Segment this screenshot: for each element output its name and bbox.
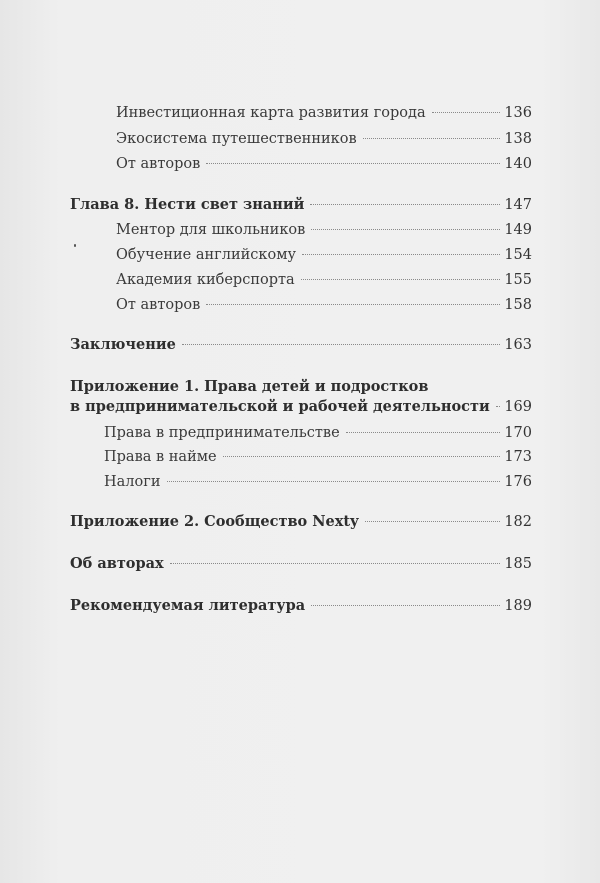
toc-entry-page: 149	[504, 222, 532, 238]
toc-entry-page: 176	[504, 474, 532, 490]
toc-chapter[interactable]	[70, 555, 532, 573]
toc-chapter-page: 163	[504, 337, 532, 353]
leader-dots	[432, 112, 501, 113]
toc-entry[interactable]	[104, 424, 532, 442]
toc-entry-page: 136	[504, 105, 532, 121]
toc-chapter-page: 169	[504, 399, 532, 415]
toc-chapter-multiline[interactable]	[70, 378, 532, 416]
toc-entry-title: Ментор для школьников	[116, 222, 306, 238]
leader-dots	[346, 432, 501, 433]
toc-entry-title: От авторов	[116, 156, 201, 172]
toc-entry[interactable]	[116, 296, 532, 314]
leader-dots	[301, 279, 501, 280]
toc-entry-title: Экосистема путешественников	[116, 131, 357, 147]
leader-dots	[223, 456, 501, 457]
toc-chapter-title: Рекомендуемая литература	[70, 597, 306, 614]
leader-dots	[311, 229, 500, 230]
toc-chapter-title: Глава 8. Нести свет знаний	[70, 196, 305, 213]
leader-dots	[363, 138, 501, 139]
toc-entry-page: 170	[504, 425, 532, 441]
leader-dots	[167, 481, 501, 482]
toc-entry-title: Академия киберспорта	[116, 272, 295, 288]
toc-entry-title: Налоги	[104, 474, 161, 490]
toc-entry[interactable]	[116, 246, 532, 264]
toc-chapter-title: Приложение 2. Сообщество Nexty	[70, 513, 359, 530]
toc-entry[interactable]	[104, 473, 532, 491]
toc-chapter[interactable]	[70, 597, 532, 615]
toc-entry[interactable]	[116, 104, 532, 122]
toc-chapter[interactable]	[70, 336, 532, 354]
leader-dots	[310, 204, 500, 205]
print-speck	[74, 244, 76, 247]
toc-chapter-page: 189	[504, 598, 532, 614]
toc-chapter-line2	[70, 398, 532, 416]
toc-chapter-title: Заключение	[70, 336, 176, 353]
leader-dots	[302, 254, 500, 255]
leader-dots	[206, 304, 500, 305]
toc-entry-title: Обучение английскому	[116, 247, 297, 263]
toc-chapter-title-line1: Приложение 1. Права детей и подростков	[70, 378, 429, 395]
toc-chapter-page: 182	[504, 514, 532, 530]
toc-chapter-title: Об авторах	[70, 555, 164, 572]
toc-entry-title: От авторов	[116, 297, 201, 313]
toc-chapter[interactable]	[70, 196, 532, 214]
toc-entry-title: Права в найме	[104, 449, 217, 465]
toc-entry-title: Права в предпринимательстве	[104, 425, 340, 441]
leader-dots	[182, 344, 500, 345]
toc-chapter-page: 147	[504, 197, 532, 213]
leader-dots	[496, 406, 501, 407]
toc-chapter-title-line2: в предпринимательской и рабочей деятельности	[70, 398, 490, 415]
toc-entry-page: 155	[504, 272, 532, 288]
toc-entry[interactable]	[104, 448, 532, 466]
toc-entry[interactable]	[116, 221, 532, 239]
toc-chapter-page: 185	[504, 556, 532, 572]
toc-chapter[interactable]	[70, 513, 532, 531]
toc-entry[interactable]	[116, 271, 532, 289]
leader-dots	[206, 163, 500, 164]
leader-dots	[170, 563, 501, 564]
toc-entry-page: 158	[504, 297, 532, 313]
leader-dots	[311, 605, 500, 606]
toc-entry-page: 138	[504, 131, 532, 147]
leader-dots	[365, 521, 501, 522]
toc-entry-page: 140	[504, 156, 532, 172]
toc-entry-page: 173	[504, 449, 532, 465]
toc-entry[interactable]	[116, 155, 532, 173]
toc-entry-title: Инвестиционная карта развития города	[116, 105, 426, 121]
toc-entry-page: 154	[504, 247, 532, 263]
toc-entry[interactable]	[116, 130, 532, 148]
